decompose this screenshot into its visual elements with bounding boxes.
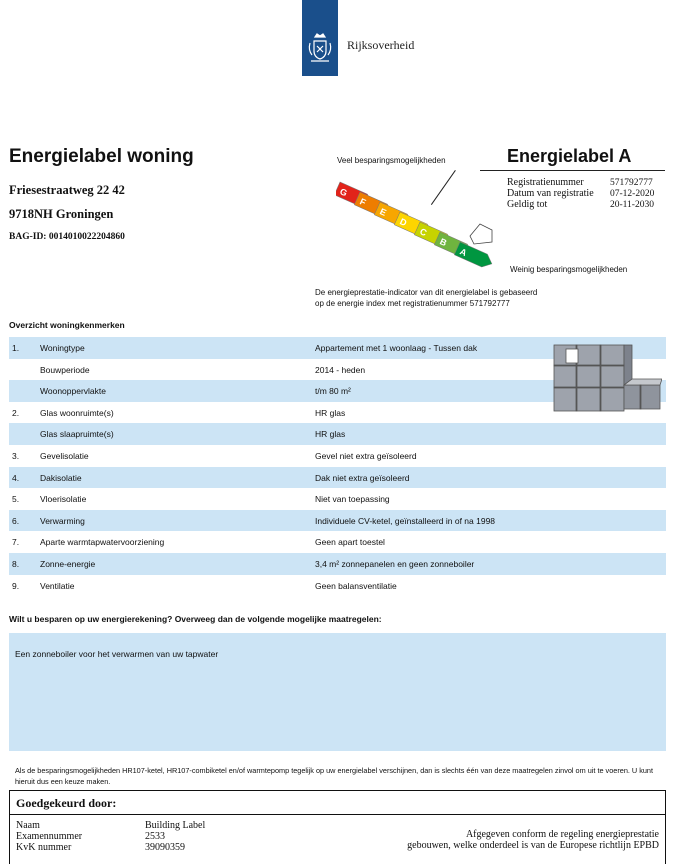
row-label: Woningtype bbox=[40, 343, 85, 353]
footnote: Als de besparingsmogelijkheden HR107-ketel, HR107-combiketel en/of warmtepomp tegelijk op uw energielabel verschijnen, dan is slechts één van deze maatregelen zinvol om uit te voeren. U kunt hieruit dus een keuze maken. bbox=[15, 766, 654, 786]
conform-text: gebouwen, welke onderdeel is van de Europese richtlijn EPBD bbox=[407, 840, 659, 851]
registration-number: 571792777 bbox=[610, 178, 653, 188]
registration-date-label: Datum van registratie bbox=[507, 188, 594, 199]
few-savings-caption: Weinig besparingsmogelijkheden bbox=[510, 265, 628, 274]
exam-value: 2533 bbox=[145, 831, 165, 842]
row-number: 2. bbox=[12, 407, 20, 418]
registration-date: 07-12-2020 bbox=[610, 189, 655, 199]
row-value: HR glas bbox=[315, 429, 346, 440]
row-number: 6. bbox=[12, 515, 20, 526]
table-row bbox=[9, 531, 666, 553]
measure-item: Een zonneboiler voor het verwarmen van uw tapwater bbox=[15, 649, 219, 659]
valid-until-label: Geldig tot bbox=[507, 199, 548, 210]
row-label: Glas slaapruimte(s) bbox=[40, 429, 114, 440]
table-row bbox=[9, 445, 666, 467]
energy-class-label: C bbox=[418, 226, 429, 239]
row-value: Gevel niet extra geïsoleerd bbox=[315, 451, 417, 461]
row-label: Gevelisolatie bbox=[40, 451, 89, 461]
energy-class-label: G bbox=[338, 186, 349, 199]
row-label: Verwarming bbox=[40, 515, 85, 526]
table-row bbox=[9, 488, 666, 510]
energy-class-label: F bbox=[358, 196, 368, 208]
bag-id: BAG-ID: 0014010022204860 bbox=[9, 232, 125, 242]
row-value: Individuele CV-ketel, geïnstalleerd in of na 1998 bbox=[315, 515, 496, 526]
indicator-line: De energieprestatie-indicator van dit energielabel is gebaseerd bbox=[315, 288, 538, 297]
row-value: HR glas bbox=[315, 407, 346, 418]
row-number: 9. bbox=[12, 580, 20, 591]
approved-heading: Goedgekeurd door: bbox=[16, 796, 117, 810]
table-row bbox=[9, 575, 666, 597]
page-title: Energielabel woning bbox=[9, 146, 194, 167]
row-label: Woonoppervlakte bbox=[40, 386, 106, 397]
energy-class-label: D bbox=[398, 216, 409, 229]
row-value: t/m 80 m² bbox=[315, 386, 351, 397]
valid-until: 20-11-2030 bbox=[610, 200, 654, 210]
indicator-line: op de energie index met registratienummer 571792777 bbox=[315, 299, 510, 308]
table-row bbox=[9, 467, 666, 489]
energy-class-label: A bbox=[458, 246, 469, 259]
row-label: Aparte warmtapwatervoorziening bbox=[40, 537, 165, 548]
row-value: Geen balansventilatie bbox=[315, 580, 397, 591]
conform-text: Afgegeven conform de regeling energieprestatie bbox=[465, 829, 659, 840]
table-row bbox=[9, 510, 666, 532]
row-label: Zonne-energie bbox=[40, 559, 96, 569]
row-value: 3,4 m² zonnepanelen en geen zonneboiler bbox=[315, 559, 475, 569]
kvk-value: 39090359 bbox=[145, 842, 185, 853]
crest-icon bbox=[307, 33, 333, 65]
row-number: 1. bbox=[12, 343, 20, 353]
row-number: 4. bbox=[12, 472, 20, 483]
indicator-text bbox=[315, 287, 575, 309]
row-number: 7. bbox=[12, 537, 20, 548]
approved-box bbox=[9, 790, 666, 864]
measures-box bbox=[9, 633, 666, 751]
row-value: 2014 - heden bbox=[315, 364, 366, 375]
rijksoverheid-logo bbox=[302, 0, 338, 76]
energy-label-title: Energielabel A bbox=[507, 146, 632, 166]
address-city: 9718NH Groningen bbox=[9, 207, 114, 221]
row-number: 8. bbox=[12, 559, 20, 569]
row-value: Dak niet extra geïsoleerd bbox=[315, 472, 410, 483]
row-label: Ventilatie bbox=[40, 580, 75, 591]
energy-label-arrows bbox=[336, 170, 536, 268]
divider bbox=[10, 814, 665, 815]
row-number: 5. bbox=[12, 494, 20, 505]
building-icon bbox=[552, 343, 662, 413]
kvk-label: KvK nummer bbox=[16, 842, 72, 853]
row-label: Bouwperiode bbox=[40, 364, 90, 375]
address-street: Friesestraatweg 22 42 bbox=[9, 183, 125, 197]
measures-question: Wilt u besparen op uw energierekening? Overweeg dan de volgende mogelijke maatregelen: bbox=[9, 614, 382, 624]
overview-heading: Overzicht woningkenmerken bbox=[9, 320, 125, 330]
row-number: 3. bbox=[12, 451, 20, 461]
row-value: Niet van toepassing bbox=[315, 494, 390, 505]
name-label: Naam bbox=[16, 820, 40, 831]
house-marker-icon bbox=[470, 224, 492, 244]
row-value: Geen apart toestel bbox=[315, 537, 385, 548]
energy-class-label: E bbox=[378, 206, 388, 218]
divider bbox=[480, 170, 665, 171]
energy-class-label: B bbox=[438, 236, 449, 249]
row-label: Vloerisolatie bbox=[40, 494, 87, 505]
registration-number-label: Registratienummer bbox=[507, 177, 584, 188]
table-row bbox=[9, 423, 666, 445]
table-row bbox=[9, 553, 666, 575]
many-savings-caption: Veel besparingsmogelijkheden bbox=[337, 156, 446, 165]
row-value: Appartement met 1 woonlaag - Tussen dak bbox=[315, 343, 478, 353]
name-value: Building Label bbox=[145, 820, 206, 831]
row-label: Dakisolatie bbox=[40, 472, 82, 483]
exam-label: Examennummer bbox=[16, 831, 83, 842]
org-name: Rijksoverheid bbox=[347, 38, 415, 52]
row-label: Glas woonruimte(s) bbox=[40, 407, 114, 418]
